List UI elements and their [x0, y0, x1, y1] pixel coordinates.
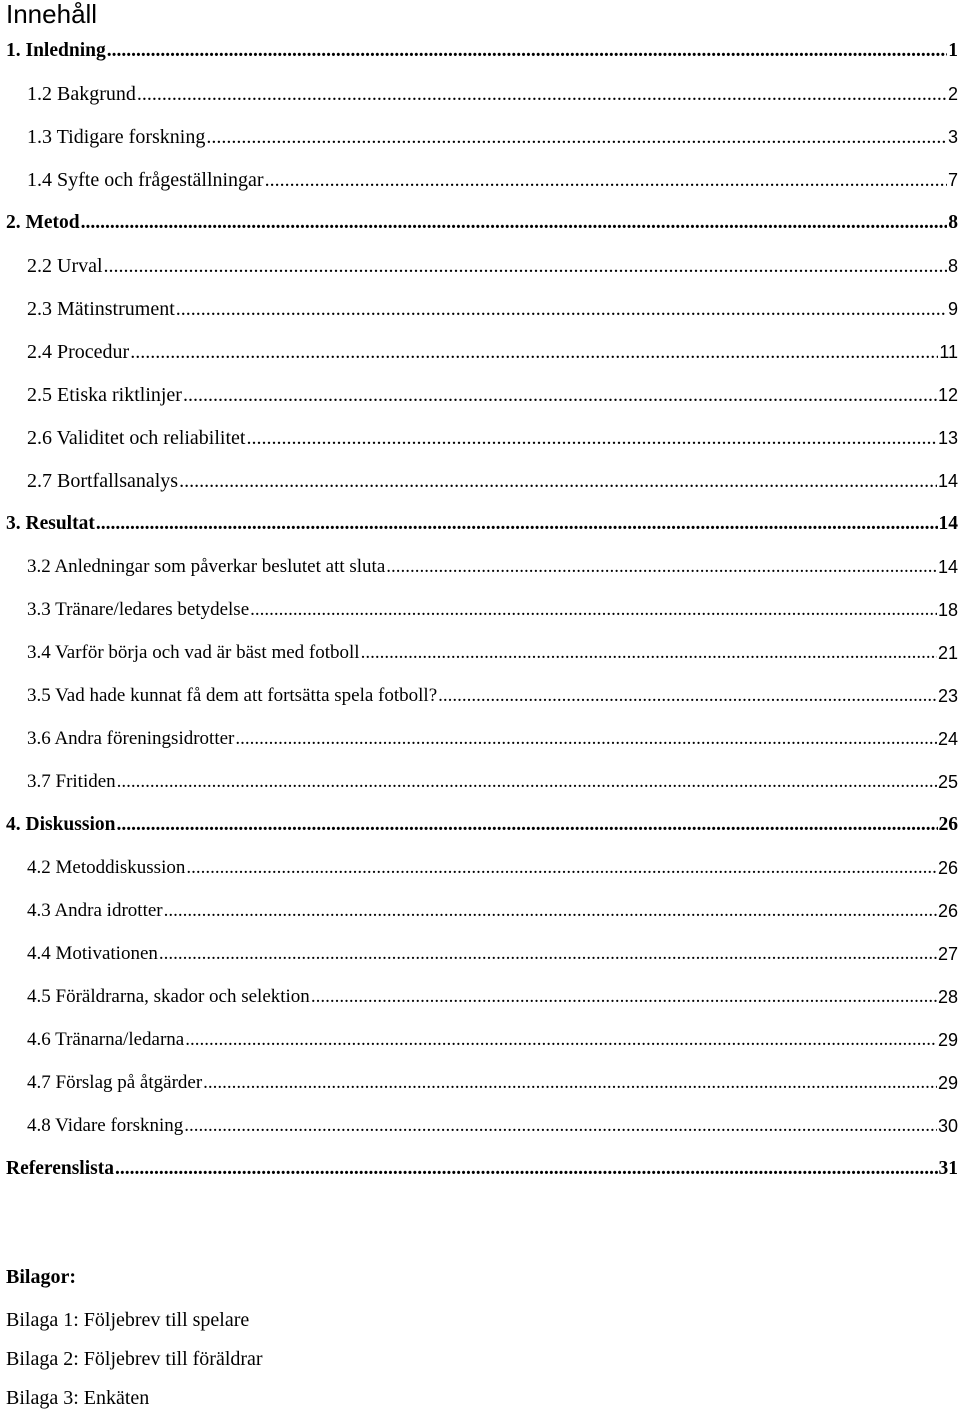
- toc-dot-leader: [137, 82, 947, 106]
- toc-entry-title: 3.6 Andra föreningsidrotter: [27, 728, 235, 749]
- toc-entry[interactable]: [0, 112, 960, 155]
- toc-entry[interactable]: [0, 284, 960, 327]
- toc-entry[interactable]: [0, 585, 960, 628]
- toc-dot-leader: [116, 813, 937, 837]
- toc-dot-leader: [183, 383, 937, 407]
- page-title: Innehåll: [6, 0, 98, 29]
- toc-dot-leader: [386, 555, 937, 579]
- toc-entry[interactable]: [0, 886, 960, 929]
- toc-entry-page: 29: [937, 1073, 958, 1093]
- toc-entry-title: 4.8 Vidare forskning: [27, 1115, 184, 1136]
- toc-entry-page: 14: [938, 513, 958, 534]
- toc-entry-page: 23: [937, 686, 958, 706]
- toc-entry-title: 4.3 Andra idrotter: [27, 900, 163, 921]
- toc-entry-page: 26: [938, 814, 958, 835]
- toc-entry-page: 14: [937, 471, 958, 491]
- toc-entry-page: 24: [937, 729, 958, 749]
- toc-entry[interactable]: [0, 628, 960, 671]
- toc-entry-title: 4.2 Metoddiskussion: [27, 857, 186, 878]
- appendix-title: Bilagor:: [6, 1266, 76, 1288]
- toc-entry-title: 2.6 Validitet och reliabilitet: [27, 427, 246, 449]
- toc-entry-page: 18: [937, 600, 958, 620]
- toc-entry-page: 7: [947, 170, 958, 190]
- toc-entry-page: 27: [937, 944, 958, 964]
- toc-entry[interactable]: [0, 1144, 960, 1187]
- toc-entry-title: 1. Inledning: [6, 40, 106, 61]
- toc-entry-title: 3.5 Vad hade kunnat få dem att fortsätta spela fotboll?: [27, 685, 438, 706]
- toc-entry-title: 2.7 Bortfallsanalys: [27, 470, 179, 492]
- toc-entry-page: 14: [937, 557, 958, 577]
- toc-entry-page: 9: [947, 299, 958, 319]
- toc-entry-title: 2. Metod: [6, 212, 80, 233]
- toc-entry-title: 4.6 Tränarna/ledarna: [27, 1029, 185, 1050]
- toc-entry[interactable]: [0, 1058, 960, 1101]
- toc-entry-title: 4.5 Föräldrarna, skador och selektion: [27, 986, 310, 1007]
- toc-entry-page: 21: [937, 643, 958, 663]
- toc-entry-page: 2: [947, 84, 958, 104]
- toc-entry[interactable]: [0, 155, 960, 198]
- toc-dot-leader: [176, 297, 947, 321]
- toc-entry[interactable]: [0, 241, 960, 284]
- toc-entry-title: Referenslista: [6, 1158, 114, 1179]
- toc-entry[interactable]: [0, 413, 960, 456]
- toc-entry[interactable]: [0, 69, 960, 112]
- toc-entry-page: 1: [948, 40, 958, 61]
- appendix-list: [6, 1301, 263, 1418]
- toc-entry[interactable]: [0, 542, 960, 585]
- toc-dot-leader: [438, 684, 937, 708]
- toc-entry-page: 11: [939, 342, 958, 362]
- table-of-contents: [0, 26, 960, 1187]
- toc-entry[interactable]: [0, 843, 960, 886]
- appendix-item: Bilaga 3: Enkäten: [6, 1387, 150, 1409]
- toc-dot-leader: [265, 168, 947, 192]
- toc-entry[interactable]: [0, 714, 960, 757]
- toc-dot-leader: [250, 598, 937, 622]
- toc-entry-page: 29: [937, 1030, 958, 1050]
- toc-entry[interactable]: [0, 800, 960, 843]
- toc-entry-page: 12: [937, 385, 958, 405]
- toc-dot-leader: [104, 254, 947, 278]
- toc-dot-leader: [81, 211, 948, 235]
- toc-entry[interactable]: [0, 1101, 960, 1144]
- toc-entry-title: 1.2 Bakgrund: [27, 83, 136, 105]
- toc-entry[interactable]: [0, 1015, 960, 1058]
- toc-entry[interactable]: [0, 499, 960, 542]
- toc-entry-page: 8: [947, 256, 958, 276]
- toc-entry-page: 26: [937, 858, 958, 878]
- toc-dot-leader: [96, 512, 938, 536]
- appendix-item: Bilaga 1: Följebrev till spelare: [6, 1309, 250, 1331]
- toc-entry-title: 3.4 Varför börja och vad är bäst med fotboll: [27, 642, 360, 663]
- toc-dot-leader: [179, 469, 937, 493]
- toc-entry-title: 2.5 Etiska riktlinjer: [27, 384, 182, 406]
- toc-entry-title: 4.7 Förslag på åtgärder: [27, 1072, 203, 1093]
- toc-entry-page: 8: [948, 212, 958, 233]
- toc-entry-title: 3.2 Anledningar som påverkar beslutet att sluta: [27, 556, 386, 577]
- toc-entry[interactable]: [0, 327, 960, 370]
- toc-entry-title: 3.3 Tränare/ledares betydelse: [27, 599, 250, 620]
- toc-dot-leader: [107, 39, 948, 63]
- toc-dot-leader: [159, 942, 937, 966]
- toc-dot-leader: [361, 641, 937, 665]
- toc-entry[interactable]: [0, 929, 960, 972]
- toc-dot-leader: [164, 899, 937, 923]
- toc-entry-title: 1.4 Syfte och frågeställningar: [27, 169, 264, 191]
- appendix-section: [6, 1262, 263, 1418]
- toc-entry-page: 13: [937, 428, 958, 448]
- toc-entry[interactable]: [0, 456, 960, 499]
- appendix-item: Bilaga 2: Följebrev till föräldrar: [6, 1348, 263, 1370]
- toc-dot-leader: [186, 856, 937, 880]
- toc-entry-title: 4. Diskussion: [6, 814, 116, 835]
- toc-dot-leader: [184, 1114, 937, 1138]
- toc-entry-title: 4.4 Motivationen: [27, 943, 158, 964]
- toc-entry-title: 1.3 Tidigare forskning: [27, 126, 206, 148]
- toc-dot-leader: [311, 985, 937, 1009]
- toc-entry-page: 26: [937, 901, 958, 921]
- toc-entry-page: 3: [947, 127, 958, 147]
- toc-dot-leader: [115, 1157, 938, 1181]
- toc-entry[interactable]: [0, 671, 960, 714]
- toc-entry-page: 31: [938, 1158, 958, 1179]
- toc-dot-leader: [185, 1028, 937, 1052]
- toc-dot-leader: [246, 426, 937, 450]
- toc-entry[interactable]: [0, 370, 960, 413]
- toc-dot-leader: [130, 340, 938, 364]
- toc-dot-leader: [203, 1071, 937, 1095]
- toc-dot-leader: [235, 727, 937, 751]
- toc-entry-title: 2.3 Mätinstrument: [27, 298, 175, 320]
- toc-entry-page: 25: [937, 772, 958, 792]
- toc-entry[interactable]: [0, 198, 960, 241]
- toc-entry-page: 30: [937, 1116, 958, 1136]
- toc-entry-title: 3. Resultat: [6, 513, 95, 534]
- toc-entry[interactable]: [0, 757, 960, 800]
- toc-entry-title: 2.2 Urval: [27, 255, 103, 277]
- toc-entry-title: 3.7 Fritiden: [27, 771, 116, 792]
- toc-entry[interactable]: [0, 972, 960, 1015]
- toc-entry-page: 28: [937, 987, 958, 1007]
- toc-dot-leader: [206, 125, 947, 149]
- toc-entry-title: 2.4 Procedur: [27, 341, 130, 363]
- toc-dot-leader: [117, 770, 937, 794]
- toc-entry[interactable]: [0, 26, 960, 69]
